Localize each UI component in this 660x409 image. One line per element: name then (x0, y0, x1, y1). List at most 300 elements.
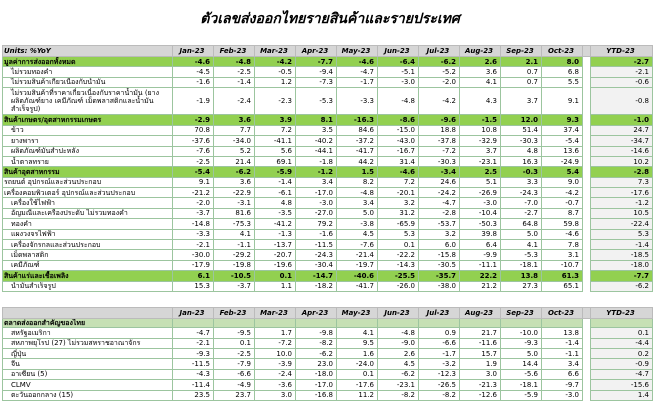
value-cell: 5.0 (501, 348, 542, 358)
month-header: Jan-23 (173, 46, 214, 57)
value-cell: 7.8 (542, 240, 583, 250)
value-cell: -1.7 (337, 77, 378, 87)
value-cell: 0.7 (501, 77, 542, 87)
value-cell: -24.9 (542, 156, 583, 166)
value-cell: 10.8 (460, 125, 501, 135)
ytd-cell: -7.7 (591, 271, 653, 281)
value-cell: -23.1 (378, 380, 419, 390)
value-cell: -8.2 (378, 390, 419, 400)
value-cell: -30.3 (501, 136, 542, 146)
ytd-cell: 10.5 (591, 208, 653, 218)
value-cell: 4.8 (501, 146, 542, 156)
row-label: ยางพารา (3, 136, 173, 146)
value-cell: -4.6 (337, 57, 378, 67)
header-row (3, 308, 653, 319)
ytd-cell: -4.7 (591, 369, 653, 379)
value-cell: -18.1 (501, 260, 542, 270)
value-cell: 5.2 (214, 146, 255, 156)
value-cell: 31.4 (378, 156, 419, 166)
value-cell: -11.6 (460, 338, 501, 348)
value-cell: -4.2 (255, 57, 296, 67)
value-cell: 31.2 (378, 208, 419, 218)
value-cell: -20.1 (378, 188, 419, 198)
empty-cell (296, 319, 337, 328)
column-gap (583, 328, 591, 338)
value-cell: -13.7 (255, 240, 296, 250)
table-row (3, 57, 653, 67)
ytd-cell: -15.6 (591, 380, 653, 390)
value-cell: -12.6 (460, 390, 501, 400)
value-cell: -1.7 (419, 348, 460, 358)
value-cell: -43.0 (378, 136, 419, 146)
month-header: Jun-23 (378, 46, 419, 57)
value-cell: 15.7 (460, 348, 501, 358)
value-cell: 10.0 (255, 348, 296, 358)
ytd-cell: -17.6 (591, 188, 653, 198)
table-row (3, 156, 653, 166)
column-gap (583, 219, 591, 229)
row-label: สินค้าแร่และเชื้อเพลิง (3, 271, 173, 281)
row-label: สินค้าเกษตร/อุตสาหกรรมเกษตร (3, 115, 173, 125)
header-label: Units: %YoY (3, 46, 173, 57)
row-label: สหรัฐอเมริกา (3, 328, 173, 338)
table-row (3, 208, 653, 218)
value-cell: -7.6 (173, 146, 214, 156)
value-cell: 7.2 (255, 125, 296, 135)
value-cell: -2.7 (501, 208, 542, 218)
value-cell: 4.1 (501, 240, 542, 250)
month-header: Feb-23 (214, 46, 255, 57)
page-title: ตัวเลขส่งออกไทยรายสินค้าและรายประเทศ (200, 11, 460, 27)
value-cell: 21.2 (460, 281, 501, 291)
value-cell: 4.5 (337, 229, 378, 239)
month-header: Aug-23 (460, 46, 501, 57)
ytd-cell: -1.0 (591, 115, 653, 125)
value-cell: -1.4 (255, 177, 296, 187)
row-label: ไม่รวมสินค้าเกี่ยวเนื่องกับน้ำมัน (3, 77, 173, 87)
value-cell: -37.2 (337, 136, 378, 146)
month-header: Mar-23 (255, 308, 296, 319)
value-cell: 9.3 (542, 115, 583, 125)
row-label: เม็ดพลาสติก (3, 250, 173, 260)
row-label: เครื่องใช้ไฟฟ้า (3, 198, 173, 208)
ytd-cell: 0.2 (591, 348, 653, 358)
column-gap (583, 240, 591, 250)
value-cell: 12.0 (501, 115, 542, 125)
column-gap (583, 308, 591, 319)
ytd-cell: -0.9 (591, 359, 653, 369)
value-cell: -4.8 (378, 88, 419, 115)
value-cell: 79.2 (296, 219, 337, 229)
column-gap (583, 380, 591, 390)
value-cell: 16.3 (501, 156, 542, 166)
value-cell: 22.2 (460, 271, 501, 281)
column-gap (583, 198, 591, 208)
value-cell: 3.0 (460, 369, 501, 379)
value-cell: 81.6 (214, 208, 255, 218)
value-cell: -24.3 (501, 188, 542, 198)
month-header: Jun-23 (378, 308, 419, 319)
value-cell: 5.0 (501, 229, 542, 239)
table-row (3, 188, 653, 198)
month-header: Apr-23 (296, 308, 337, 319)
value-cell: -30.0 (173, 250, 214, 260)
row-label: ไม่รวมทองคำ (3, 67, 173, 77)
value-cell: -2.5 (173, 156, 214, 166)
value-cell: -7.6 (337, 240, 378, 250)
value-cell: -1.4 (542, 338, 583, 348)
column-gap (583, 88, 591, 115)
export-by-product-table (2, 45, 653, 292)
value-cell: -3.7 (214, 281, 255, 291)
value-cell: -6.2 (419, 57, 460, 67)
value-cell: 64.8 (501, 219, 542, 229)
value-cell: -2.1 (173, 240, 214, 250)
value-cell: -7.0 (501, 198, 542, 208)
table-row (3, 77, 653, 87)
value-cell: -1.5 (460, 115, 501, 125)
value-cell: 4.1 (337, 328, 378, 338)
column-gap (583, 156, 591, 166)
value-cell: 51.4 (501, 125, 542, 135)
value-cell: 3.1 (542, 250, 583, 260)
value-cell: 21.4 (214, 156, 255, 166)
table-row (3, 136, 653, 146)
value-cell: -6.2 (296, 348, 337, 358)
value-cell: 1.7 (255, 328, 296, 338)
table-row (3, 219, 653, 229)
value-cell: -3.0 (542, 390, 583, 400)
value-cell: -16.7 (378, 146, 419, 156)
value-cell: -3.7 (173, 208, 214, 218)
value-cell: -4.8 (337, 188, 378, 198)
value-cell: -30.4 (296, 260, 337, 270)
table-row (3, 260, 653, 270)
value-cell: -2.9 (173, 115, 214, 125)
column-gap (583, 146, 591, 156)
value-cell: -6.4 (378, 57, 419, 67)
value-cell: 13.6 (542, 146, 583, 156)
value-cell: -3.0 (296, 198, 337, 208)
column-gap (583, 57, 591, 67)
value-cell: -24.2 (419, 188, 460, 198)
value-cell: -12.3 (419, 369, 460, 379)
value-cell: -18.0 (296, 369, 337, 379)
table-row (3, 250, 653, 260)
value-cell: 3.6 (214, 115, 255, 125)
value-cell: -3.3 (173, 229, 214, 239)
value-cell: -4.8 (214, 57, 255, 67)
table-row (3, 177, 653, 187)
value-cell: -10.0 (501, 328, 542, 338)
value-cell: -1.6 (296, 229, 337, 239)
value-cell: 5.1 (460, 177, 501, 187)
value-cell: -18.1 (501, 380, 542, 390)
value-cell: 3.4 (542, 359, 583, 369)
value-cell: -23.1 (460, 156, 501, 166)
value-cell: -2.4 (255, 369, 296, 379)
value-cell: -22.9 (214, 188, 255, 198)
column-gap (583, 390, 591, 400)
value-cell: 15.3 (173, 281, 214, 291)
value-cell: 4.1 (460, 77, 501, 87)
ytd-cell: -34.7 (591, 136, 653, 146)
value-cell: 1.5 (337, 167, 378, 177)
value-cell: -2.1 (173, 338, 214, 348)
value-cell: -38.0 (419, 281, 460, 291)
row-label: เครื่องคอมพิวเตอร์ อุปกรณ์และส่วนประกอบ (3, 188, 173, 198)
value-cell: 3.2 (378, 198, 419, 208)
value-cell: 21.7 (460, 328, 501, 338)
value-cell: -6.6 (214, 369, 255, 379)
value-cell: -53.7 (419, 219, 460, 229)
month-header: Oct-23 (542, 308, 583, 319)
value-cell: -5.3 (501, 250, 542, 260)
value-cell: 3.0 (255, 390, 296, 400)
value-cell: -0.3 (501, 167, 542, 177)
value-cell: 4.1 (214, 229, 255, 239)
table-row (3, 338, 653, 348)
header-label (3, 308, 173, 319)
value-cell: -9.4 (296, 67, 337, 77)
value-cell: 2.6 (378, 348, 419, 358)
value-cell: 1.9 (460, 359, 501, 369)
value-cell: -3.1 (214, 198, 255, 208)
value-cell: 3.4 (337, 198, 378, 208)
ytd-cell: 1.4 (591, 390, 653, 400)
value-cell: 0.9 (419, 328, 460, 338)
row-label: รถยนต์ อุปกรณ์และส่วนประกอบ (3, 177, 173, 187)
value-cell: 8.0 (542, 57, 583, 67)
value-cell: -3.3 (337, 88, 378, 115)
ytd-cell: -1.4 (591, 240, 653, 250)
column-gap (583, 359, 591, 369)
month-header: Apr-23 (296, 46, 337, 57)
row-label: ญี่ปุ่น (3, 348, 173, 358)
column-gap (583, 115, 591, 125)
value-cell: 18.8 (419, 125, 460, 135)
month-header: Sep-23 (501, 308, 542, 319)
column-gap (583, 167, 591, 177)
value-cell: 23.5 (173, 390, 214, 400)
value-cell: -9.8 (296, 328, 337, 338)
row-label: ผลิตภัณฑ์มันสำปะหลัง (3, 146, 173, 156)
table-row (3, 167, 653, 177)
ytd-cell: -2.7 (591, 57, 653, 67)
ytd-header: YTD-23 (591, 46, 653, 57)
value-cell: -1.3 (255, 229, 296, 239)
value-cell: 1.1 (255, 281, 296, 291)
value-cell: -9.7 (542, 380, 583, 390)
value-cell: -30.3 (419, 156, 460, 166)
value-cell: -5.4 (542, 136, 583, 146)
value-cell: -3.9 (255, 359, 296, 369)
value-cell: -24.0 (337, 359, 378, 369)
column-gap (583, 250, 591, 260)
value-cell: -18.2 (296, 281, 337, 291)
value-cell: 3.6 (460, 67, 501, 77)
ytd-cell: -18.5 (591, 250, 653, 260)
value-cell: -5.2 (419, 67, 460, 77)
value-cell: -15.8 (419, 250, 460, 260)
value-cell: -35.7 (419, 271, 460, 281)
value-cell: -4.7 (419, 198, 460, 208)
value-cell: -8.2 (296, 338, 337, 348)
value-cell: -2.0 (173, 198, 214, 208)
value-cell: -5.6 (501, 369, 542, 379)
value-cell: -17.6 (337, 380, 378, 390)
value-cell: -2.5 (214, 348, 255, 358)
ytd-cell: -14.6 (591, 146, 653, 156)
value-cell: -41.1 (255, 136, 296, 146)
month-header: May-23 (337, 46, 378, 57)
value-cell: -75.3 (214, 219, 255, 229)
value-cell: -26.9 (460, 188, 501, 198)
value-cell: -14.7 (296, 271, 337, 281)
table-row (3, 281, 653, 291)
value-cell: -7.3 (296, 77, 337, 87)
value-cell: -0.5 (255, 67, 296, 77)
ytd-cell: -6.2 (591, 281, 653, 291)
value-cell: -3.6 (255, 380, 296, 390)
value-cell: 9.0 (542, 177, 583, 187)
value-cell: -44.1 (296, 146, 337, 156)
value-cell: -16.8 (296, 390, 337, 400)
table-row (3, 348, 653, 358)
empty-cell (501, 319, 542, 328)
row-label: ทองคำ (3, 219, 173, 229)
value-cell: 8.2 (337, 177, 378, 187)
value-cell: 3.7 (501, 88, 542, 115)
value-cell: -32.9 (460, 136, 501, 146)
row-label: มูลค่าการส่งออกทั้งหมด (3, 57, 173, 67)
value-cell: 4.3 (460, 88, 501, 115)
value-cell: 3.4 (296, 177, 337, 187)
value-cell: 9.5 (337, 338, 378, 348)
value-cell: 61.3 (542, 271, 583, 281)
empty-cell (542, 319, 583, 328)
value-cell: 6.0 (419, 240, 460, 250)
section-label: ตลาดส่งออกสำคัญของไทย (3, 319, 173, 328)
row-label: CLMV (3, 380, 173, 390)
value-cell: 5.3 (378, 229, 419, 239)
table-row (3, 369, 653, 379)
value-cell: -9.3 (173, 348, 214, 358)
column-gap (583, 338, 591, 348)
value-cell: 6.1 (173, 271, 214, 281)
value-cell: -20.7 (255, 250, 296, 260)
value-cell: -9.6 (419, 115, 460, 125)
month-header: Sep-23 (501, 46, 542, 57)
section-header-row (3, 319, 653, 328)
value-cell: -2.8 (419, 208, 460, 218)
value-cell: 59.8 (542, 219, 583, 229)
ytd-cell: -1.2 (591, 198, 653, 208)
month-header: Aug-23 (460, 308, 501, 319)
value-cell: -3.0 (460, 198, 501, 208)
row-label: ข้าว (3, 125, 173, 135)
empty-cell (337, 319, 378, 328)
value-cell: 14.4 (501, 359, 542, 369)
value-cell: -25.5 (378, 271, 419, 281)
value-cell: -7.9 (214, 359, 255, 369)
value-cell: -1.8 (296, 156, 337, 166)
value-cell: -5.4 (173, 167, 214, 177)
value-cell: 0.7 (501, 67, 542, 77)
value-cell: -26.5 (419, 380, 460, 390)
value-cell: 6.6 (542, 369, 583, 379)
value-cell: -1.6 (173, 77, 214, 87)
empty-cell (214, 319, 255, 328)
value-cell: -6.6 (419, 338, 460, 348)
row-label: อัญมณีและเครื่องประดับ ไม่รวมทองคำ (3, 208, 173, 218)
value-cell: 7.2 (378, 177, 419, 187)
value-cell: -10.7 (542, 260, 583, 270)
ytd-cell: 7.3 (591, 177, 653, 187)
ytd-cell: -22.4 (591, 219, 653, 229)
value-cell: -17.0 (296, 380, 337, 390)
empty-cell (173, 319, 214, 328)
table-row (3, 146, 653, 156)
value-cell: -26.0 (378, 281, 419, 291)
value-cell: 2.5 (460, 167, 501, 177)
row-label: ไม่รวมสินค้าที่ราคาเกี่ยวเนื่องกับราคาน้ำมัน (ยาง ผลิตภัณฑ์ยาง เคมีภัณฑ์ เม็ดพลาสติกและน้ำมันสำเร็จรูป) (3, 88, 173, 115)
value-cell: -2.0 (419, 77, 460, 87)
value-cell: -3.4 (419, 167, 460, 177)
value-cell: -9.5 (214, 328, 255, 338)
value-cell: 65.1 (542, 281, 583, 291)
table-row (3, 380, 653, 390)
value-cell: 24.6 (419, 177, 460, 187)
column-gap (583, 188, 591, 198)
value-cell: -0.7 (542, 198, 583, 208)
ytd-cell: -18.0 (591, 260, 653, 270)
value-cell: 3.6 (214, 177, 255, 187)
value-cell: 5.5 (542, 77, 583, 87)
header-row (3, 46, 653, 57)
value-cell: -21.3 (460, 380, 501, 390)
value-cell: -41.2 (255, 219, 296, 229)
value-cell: -4.8 (378, 328, 419, 338)
ytd-cell: 0.1 (591, 328, 653, 338)
value-cell: -4.7 (337, 67, 378, 77)
value-cell: -22.2 (378, 250, 419, 260)
value-cell: -7.2 (255, 338, 296, 348)
value-cell: -2.5 (214, 67, 255, 77)
value-cell: -19.6 (255, 260, 296, 270)
value-cell: 6.4 (460, 240, 501, 250)
value-cell: -16.3 (337, 115, 378, 125)
value-cell: -65.9 (378, 219, 419, 229)
value-cell: 3.3 (501, 177, 542, 187)
column-gap (583, 369, 591, 379)
value-cell: 2.6 (460, 57, 501, 67)
table-row (3, 390, 653, 400)
value-cell: 8.7 (542, 208, 583, 218)
column-gap (583, 125, 591, 135)
value-cell: -4.2 (542, 188, 583, 198)
row-label: อาเซียน (5) (3, 369, 173, 379)
column-gap (583, 319, 591, 328)
value-cell: -41.7 (337, 281, 378, 291)
month-header: Jul-23 (419, 46, 460, 57)
month-header: May-23 (337, 308, 378, 319)
table-row (3, 198, 653, 208)
value-cell: 13.8 (542, 328, 583, 338)
value-cell: -3.0 (378, 77, 419, 87)
value-cell: -5.9 (255, 167, 296, 177)
month-header: Feb-23 (214, 308, 255, 319)
